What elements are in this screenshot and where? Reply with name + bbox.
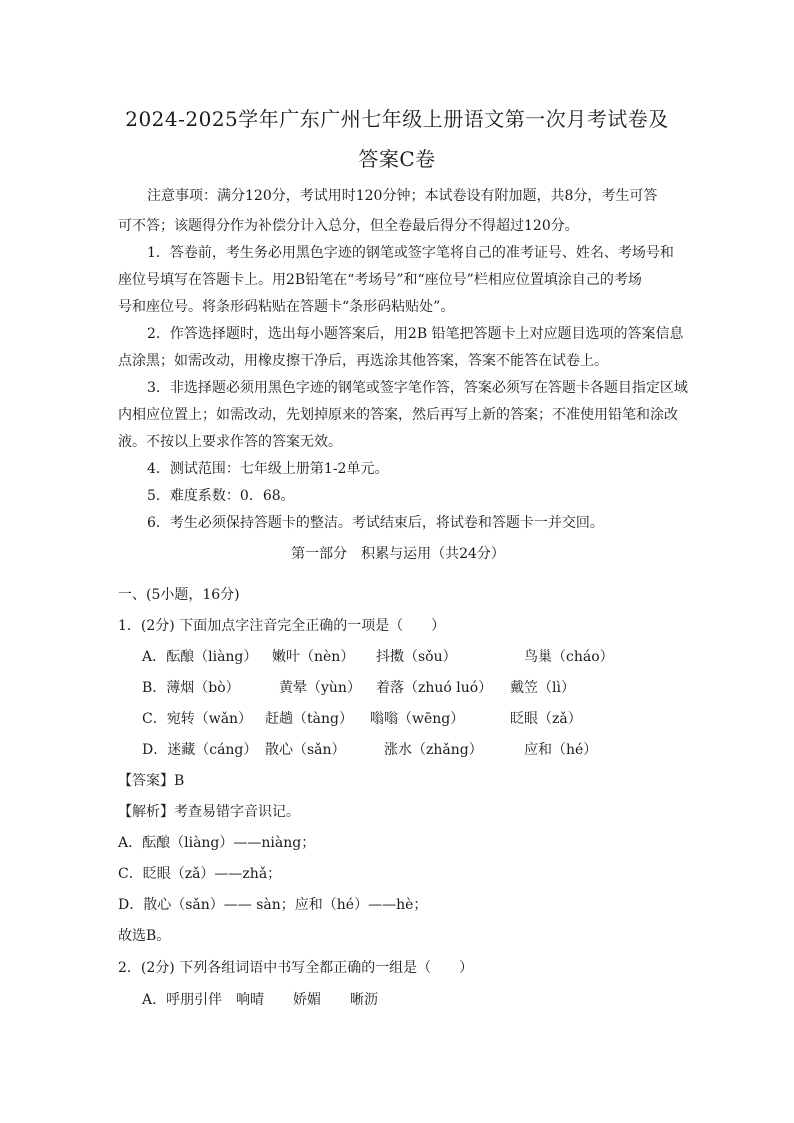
page-title-line-1: 2024-2025学年广东广州七年级上册语文第一次月考试卷及	[125, 107, 669, 131]
q1-option-a-item: 嫩叶（nèn）	[272, 649, 355, 665]
q1-analysis-line: C．眨眼（zǎ）——zhǎ；	[118, 866, 282, 882]
part-heading: 一、(5小题，16分)	[118, 587, 240, 603]
q1-option-a-item: 抖擞（sǒu）	[376, 649, 457, 665]
q1-option-b-item: 着落（zhuó luó）	[376, 680, 493, 696]
notice-line: 4．测试范围：七年级上册第1-2单元。	[147, 461, 389, 477]
q2-option-a-item: A．呼朋引伴	[142, 992, 223, 1008]
notice-line: 5．难度系数：0．68。	[147, 488, 295, 504]
notice-line: 液。不按以上要求作答的答案无效。	[118, 434, 342, 450]
notice-line: 6．考生必须保持答题卡的整洁。考试结束后，将试卷和答题卡一并交回。	[147, 515, 604, 531]
q1-option-b-item: B．薄烟（bò）	[142, 680, 240, 696]
q1-analysis-line: A．酝酿（liàng）——niàng；	[118, 835, 316, 851]
q1-option-a-item: 鸟巢（cháo）	[524, 649, 614, 665]
q1-option-c-item: C．宛转（wǎn）	[142, 711, 253, 727]
notice-line: 2．作答选择题时，选出每小题答案后，用2B 铅笔把答题卡上对应题目选项的答案信息	[147, 326, 684, 342]
q2-option-a-item: 响晴	[236, 992, 264, 1008]
section-title: 第一部分 积累与运用（共24分）	[291, 546, 505, 562]
q1-answer: 【答案】B	[118, 773, 185, 789]
q1-option-d-item: 涨水（zhǎng）	[384, 742, 483, 758]
q1-analysis-line: 【解析】考查易错字音识记。	[118, 804, 300, 820]
q1-option-d-item: D．迷藏（cáng）	[142, 742, 258, 758]
notice-line: 内相应位置上；如需改动，先划掉原来的答案，然后再写上新的答案；不准使用铅笔和涂改	[118, 407, 678, 423]
notice-line: 可不答；该题得分作为补偿分计入总分，但全卷最后得分不得超过120分。	[118, 218, 579, 234]
notice-line: 座位号填写在答题卡上。用2B铅笔在“考场号”和“座位号”栏相应位置填涂自己的考场	[118, 272, 642, 288]
notice-line: 3．非选择题必须用黑色字迹的钢笔或签字笔作答，答案必须写在答题卡各题目指定区域	[147, 380, 688, 396]
q1-option-b-item: 戴笠（lì）	[510, 680, 575, 696]
q1-option-b-item: 黄晕（yùn）	[279, 680, 361, 696]
notice-line: 注意事项：满分120分，考试用时120分钟；本试卷设有附加题，共8分，考生可答	[147, 188, 658, 204]
q1-option-c-item: 嗡嗡（wēng）	[370, 711, 465, 727]
question-1-stem: 1．(2分) 下面加点字注音完全正确的一项是（ ）	[118, 618, 446, 634]
q1-option-d-item: 散心（sǎn）	[265, 742, 346, 758]
q1-option-c-item: 眨眼（zǎ）	[510, 711, 582, 727]
notice-line: 1．答卷前，考生务必用黑色字迹的钢笔或签字笔将自己的准考证号、姓名、考场号和	[147, 245, 674, 261]
notice-line: 号和座位号。将条形码粘贴在答题卡“条形码粘贴处”。	[118, 299, 455, 315]
q1-option-a-item: A．酝酿（liàng）	[142, 649, 258, 665]
notice-line: 点涂黑；如需改动，用橡皮擦干净后，再选涂其他答案，答案不能答在试卷上。	[118, 353, 608, 369]
q1-option-d-item: 应和（hé）	[524, 742, 598, 758]
q2-option-a-item: 晰沥	[350, 992, 378, 1008]
page-title-line-2: 答案C卷	[358, 147, 436, 171]
q1-analysis-line: D．散心（sǎn）—— sàn；应和（hé）——hè；	[118, 897, 428, 913]
question-2-stem: 2．(2分) 下列各组词语中书写全都正确的一组是（ ）	[118, 960, 474, 976]
q1-option-c-item: 赶趟（tàng）	[265, 711, 353, 727]
q2-option-a-item: 娇媚	[293, 992, 321, 1008]
q1-analysis-line: 故选B。	[118, 928, 171, 944]
